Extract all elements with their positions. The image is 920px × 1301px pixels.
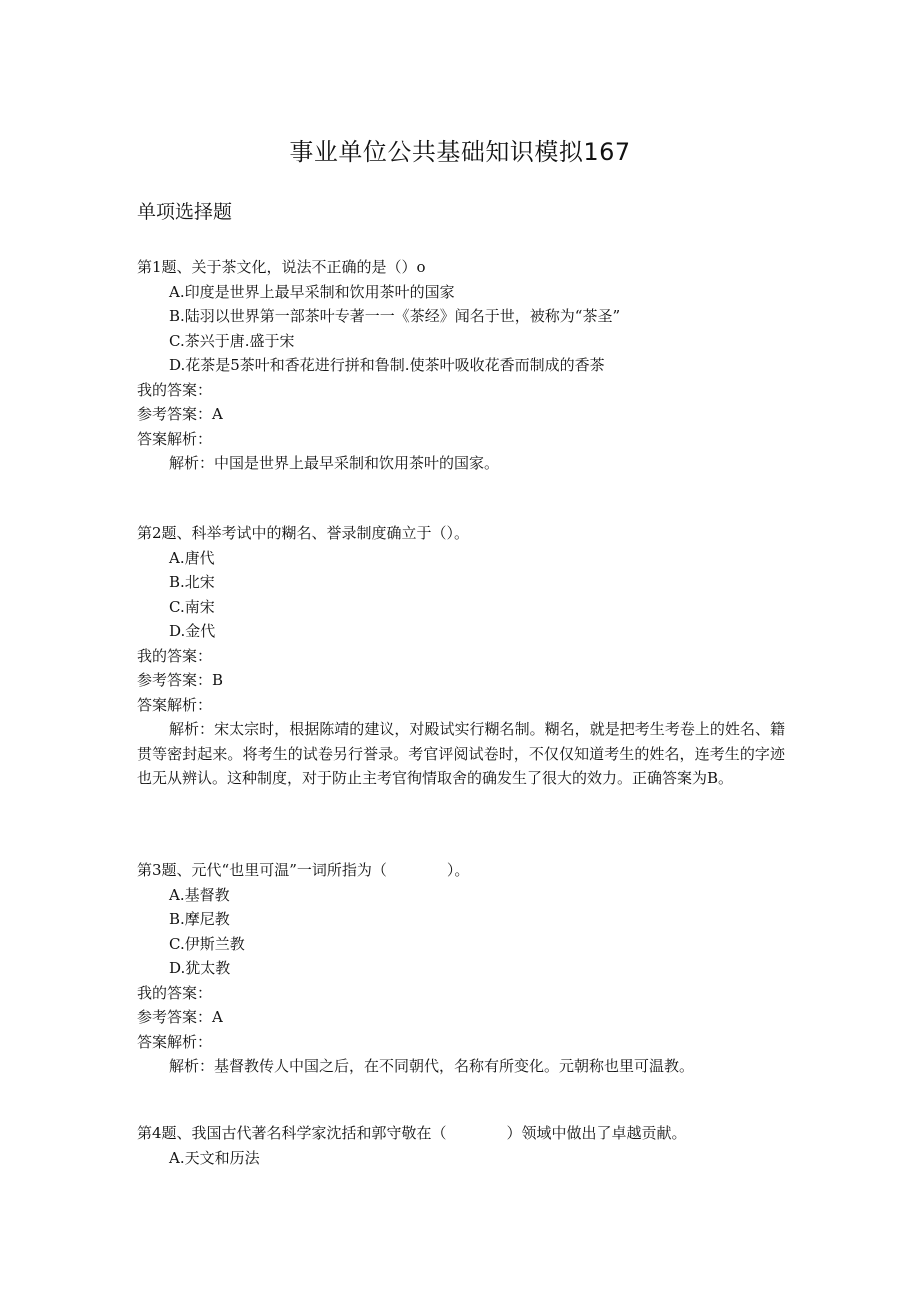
question-2 <box>137 521 797 791</box>
reference-answer <box>137 1005 797 1030</box>
reference-answer-value: A <box>212 405 223 423</box>
option-c: C.南宋 <box>169 597 215 616</box>
option-d: D.金代 <box>169 622 216 640</box>
question-stem: 第2题、科举考试中的糊名、誉录制度确立于（）。 <box>137 524 470 542</box>
reference-answer-label: 参考答案： <box>137 405 213 423</box>
reference-answer-value: B <box>212 671 224 689</box>
analysis-label: 答案解析： <box>137 1032 213 1051</box>
option-a: A.印度是世界上最早采制和饮用茶叶的国家 <box>169 282 455 301</box>
reference-answer-label: 参考答案： <box>137 671 213 689</box>
option-d: D.花茶是5茶叶和香花进行拼和鲁制.使茶叶吸收花香而制成的香茶 <box>169 356 605 374</box>
option-d: D.犹太教 <box>169 959 231 977</box>
explanation-text: 解析：宋太宗时，根据陈靖的建议，对殿试实行糊名制。糊名，就是把考生考卷上的姓名、籍贯等密封起来。将考生的试卷另行誉录。考官评阅试卷时，不仅仅知道考生的姓名，连考生的字迹也无从辨认。这种制度，对于防止主考官徇情取舍的确发生了很大的效力。正确答案为B。 <box>137 720 785 787</box>
option-a: A.基督教 <box>169 885 230 904</box>
reference-answer <box>137 402 797 427</box>
question-stem: 第3题、元代“也里可温”一词所指为（ ）。 <box>137 861 470 879</box>
question-stem: 第1题、关于茶文化，说法不正确的是（）o <box>137 258 426 276</box>
option-b: B.摩尼教 <box>169 910 230 928</box>
option-c: C.茶兴于唐.盛于宋 <box>169 331 295 350</box>
section-heading: 单项选择题 <box>137 201 233 223</box>
analysis-label: 答案解析： <box>137 429 213 448</box>
my-answer-label: 我的答案： <box>137 646 213 665</box>
my-answer-label: 我的答案： <box>137 380 213 399</box>
reference-answer <box>137 668 797 693</box>
option-a: A.唐代 <box>169 548 215 567</box>
option-c: C.伊斯兰教 <box>169 934 245 953</box>
question-3 <box>137 858 797 1079</box>
option-a: A.天文和历法 <box>169 1148 260 1167</box>
reference-answer-label: 参考答案： <box>137 1008 213 1026</box>
reference-answer-value: A <box>212 1008 223 1026</box>
explanation-text: 解析：中国是世界上最早采制和饮用茶叶的国家。 <box>169 454 500 472</box>
option-b: B.北宋 <box>169 573 215 591</box>
analysis-label: 答案解析： <box>137 695 213 714</box>
option-b: B.陆羽以世界第一部茶叶专著一一《茶经》闻名于世，被称为“茶圣” <box>169 307 621 325</box>
explanation-text: 解析：基督教传人中国之后，在不同朝代，名称有所变化。元朝称也里可温教。 <box>169 1057 695 1075</box>
question-4 <box>137 1121 797 1170</box>
my-answer-label: 我的答案： <box>137 983 213 1002</box>
question-1 <box>137 255 797 476</box>
document-title: 事业单位公共基础知识模拟167 <box>289 138 631 166</box>
question-stem: 第4题、我国古代著名科学家沈括和郭守敬在（ ）领域中做出了卓越贡献。 <box>137 1124 687 1142</box>
